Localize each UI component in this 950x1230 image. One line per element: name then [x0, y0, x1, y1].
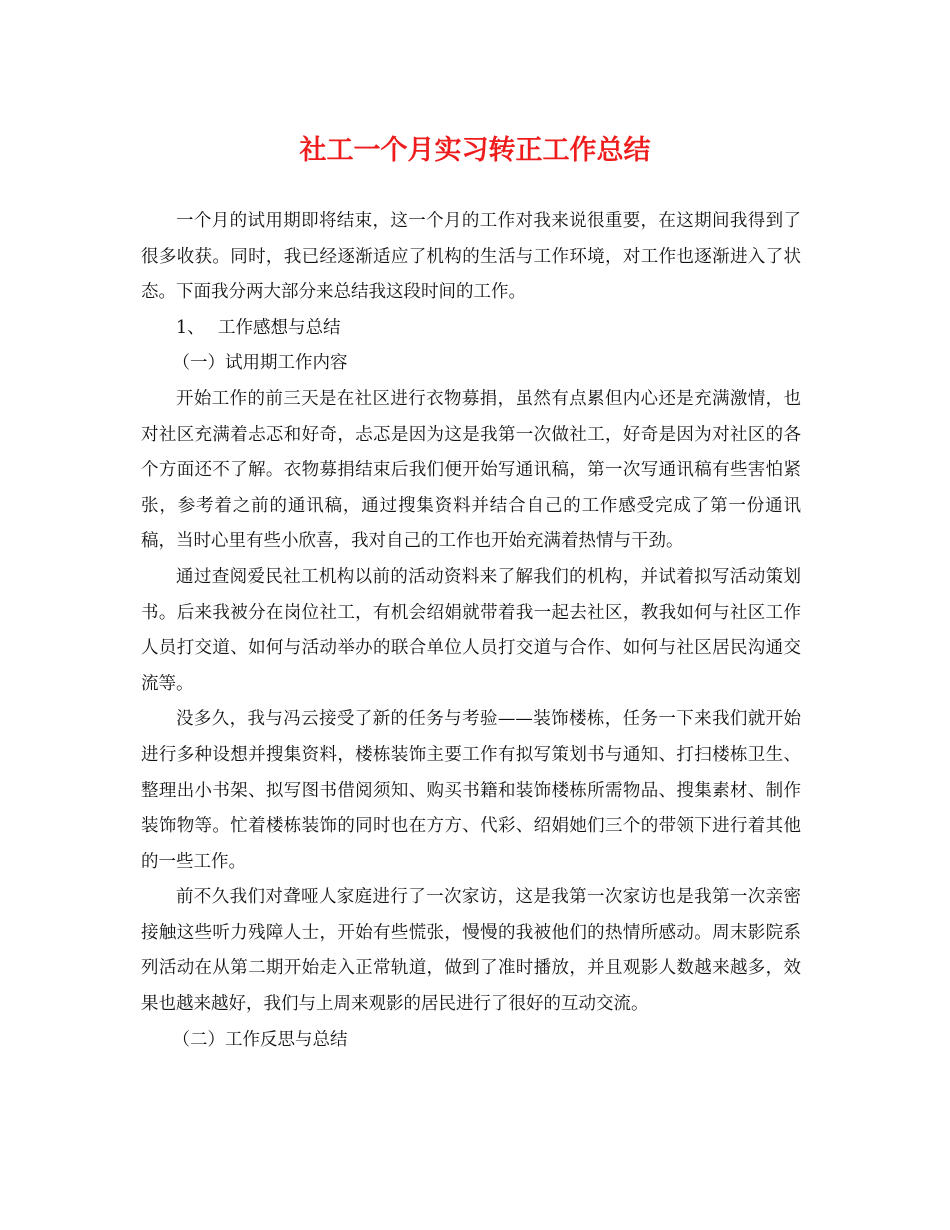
intro-paragraph: 一个月的试用期即将结束，这一个月的工作对我来说很重要，在这期间我得到了很多收获。同时，我已经逐渐适应了机构的生活与工作环境，对工作也逐渐进入了状态。下面我分两大部分来总结我这段时间的工作。 [141, 211, 801, 303]
body-paragraph: 开始工作的前三天是在社区进行衣物募捐，虽然有点累但内心还是充满激情，也对社区充满着忐忑和好奇，忐忑是因为这是我第一次做社工，好奇是因为对社区的各个方面还不了解。衣物募捐结束后我们便开始写通讯稿，第一次写通讯稿有些害怕紧张，参考着之前的通讯稿，通过搜集资料并结合自己的工作感受完成了第一份通讯稿，当时心里有些小欣喜，我对自己的工作也开始充满着热情与干劲。 [141, 388, 801, 552]
body-paragraph: 没多久，我与冯云接受了新的任务与考验——装饰楼栋，任务一下来我们就开始进行多种设想并搜集资料，楼栋装饰主要工作有拟写策划书与通知、打扫楼栋卫生、整理出小书架、拟写图书借阅须知、购买书籍和装饰楼栋所需物品、搜集素材、制作装饰物等。忙着楼栋装饰的同时也在方方、代彩、绍娟她们三个的带领下进行着其他的一些工作。 [141, 709, 801, 872]
subsection-heading-1: （一）试用期工作内容 [172, 353, 348, 374]
document-body [141, 204, 801, 1058]
subsection-heading-2: （二）工作反思与总结 [172, 1029, 348, 1050]
body-paragraph: 前不久我们对聋哑人家庭进行了一次家访，这是我第一次家访也是我第一次亲密接触这些听力残障人士，开始有些慌张，慢慢的我被他们的热情所感动。周末影院系列活动在从第二期开始走入正常轨道，做到了准时播放，并且观影人数越来越多，效果也越来越好，我们与上周来观影的居民进行了很好的互动交流。 [141, 887, 801, 1015]
section-label: 工作感想与总结 [218, 317, 341, 338]
section-number: 1、 [176, 317, 205, 338]
document-title: 社工一个月实习转正工作总结 [299, 135, 651, 166]
section-heading-1 [141, 311, 801, 347]
body-paragraph: 通过查阅爱民社工机构以前的活动资料来了解我们的机构，并试着拟写活动策划书。后来我被分在岗位社工，有机会绍娟就带着我一起去社区，教我如何与社区工作人员打交道、如何与活动举办的联合单位人员打交道与合作、如何与社区居民沟通交流等。 [141, 566, 801, 694]
